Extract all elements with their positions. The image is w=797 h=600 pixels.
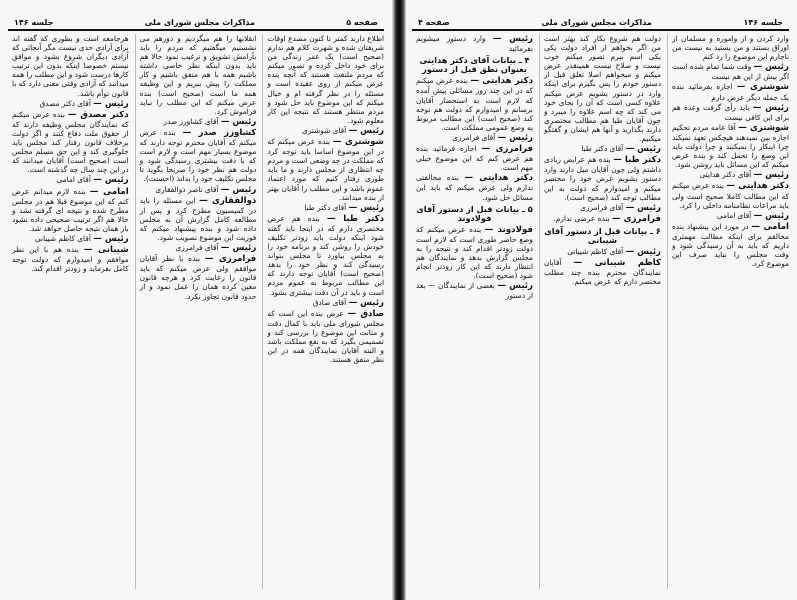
speech-paragraph	[672, 181, 789, 209]
speech-paragraph	[544, 155, 661, 201]
speech-paragraph	[416, 133, 533, 143]
speaker-name: امامی —	[751, 221, 789, 232]
speaker-name: کشاورز صدر —	[182, 127, 257, 138]
speech-paragraph	[267, 34, 384, 125]
speech-text: آقای کاظم شیبانی	[34, 233, 91, 243]
speech-text: آقای صادق	[312, 297, 347, 307]
speech-text: بنده عرض میکنم که وضع حاضر طوری است که لازم است دولت زودتر اقدام کند و نتیجه را به مجلس گزارش بدهد و نمایندگان هم انتظار دارند که این کار زودتر انجام شود (صحیح است).	[416, 224, 533, 281]
speech-paragraph	[140, 34, 257, 116]
speech-text: آقای امامی	[56, 175, 91, 185]
speech-text: وارد دستور میشویم بفرمائید	[416, 34, 533, 54]
speech-text: آقای کشاورز صدر	[163, 116, 219, 126]
speech-text: آقای فرامرزی	[452, 132, 496, 142]
speech-paragraph	[544, 144, 661, 154]
text-columns	[8, 34, 384, 589]
speech-paragraph	[267, 298, 384, 308]
speech-text: بنده عرض میکنم که این مطالب کاملا صحیح است ولی باید مراعات نظامنامه داخلی را کرد.	[672, 181, 789, 210]
speaker-name: کاظم شیبانی —	[573, 258, 661, 269]
speech-paragraph	[672, 211, 789, 221]
speaker-name: شیبانی —	[83, 245, 129, 256]
speaker-name: رئیس —	[348, 202, 384, 213]
speaker-name: دکتر مصدق —	[68, 109, 129, 120]
speech-paragraph	[12, 99, 129, 109]
page-header	[8, 18, 384, 31]
speaker-name: رئیس —	[753, 210, 789, 221]
speaker-name: رئیس —	[93, 233, 129, 244]
section-heading: ۶ ـ بیانات قبل از دستور آقای شیبانی	[544, 225, 661, 245]
speaker-name: ذوالفقاری —	[199, 195, 257, 206]
speech-paragraph	[672, 82, 789, 101]
speech-text: بنده هم عرض مختصری دارم که در اینجا باید گفته شود اینکه دولت باید زودتر تکلیف خودش را روشن کند و برنامه خود را به مجلس بیاورد تا مجلس بتواند رسیدگی کند و نظر خود را بدهد (صحیح است) آقایان توجه دارند که این مطالب مربوط به عموم مردم است و باید در آن دقت بیشتری بشود.	[267, 213, 384, 297]
speaker-name: رئیس —	[220, 116, 257, 127]
speaker-name: رئیس —	[492, 34, 533, 44]
speech-text: آقای کاظم شیبانی	[567, 247, 624, 257]
speech-text: بعضی از نمایندگان — بعد از دستور	[416, 281, 533, 301]
speech-paragraph	[544, 258, 661, 286]
speaker-name: امامی —	[89, 186, 129, 197]
speech-text: بنده عرض میکنم که آقایان محترم توجه دارند که موضوع بسیار مهم است و لازم است که با دقت بیشتری رسیدگی شود و دولت هم نظر خود را صریحا بگوید تا مجلس تکلیف خود را بداند (احسنت).	[139, 127, 257, 184]
speech-paragraph	[672, 62, 789, 81]
page-header	[412, 18, 789, 31]
speech-paragraph	[140, 128, 257, 184]
page-number: صفحه ۵	[346, 18, 378, 27]
text-column	[262, 34, 384, 589]
speech-paragraph	[544, 34, 661, 143]
speaker-name: دکتر هدایتی —	[726, 181, 789, 192]
speech-text: انقلابها را هم میگردیم و دورهم می نشستیم میگفتیم که مردم را باید بآرامش تشویق و ترغیب نمود حالا هم باید بدون اینکه نظر خاصی داشته باشیم همه با هم متفق باشیم و کار مملکت را پیش ببریم و این وظیفه همه ما است (صحیح است) بنده عرض میکنم که این مطلب را نباید فراموش کرد.	[139, 34, 257, 116]
speech-text: اطلاع دارند کمتر تا کنون مصدع اوقات شریفتان شده و شهرت کلام هم ندارم (صحیح است) یک عمر زندگی من برای خود داخل کرده و تصور میکنم که مردم ملتفت هستند که آنچه بنده عرض میکنم از روی عقیده است و مسئله را در نظر گرفته ام و خیال میکنم که این موضوع باید حل شود و مردم منتظر هستند که نتیجه این کار معلوم شود.	[267, 34, 384, 125]
speech-text: اجازه بفرمائید بنده یک جمله دیگر عرض دارم	[672, 82, 789, 102]
speech-text: آقای دکتر مصدق	[39, 98, 91, 108]
speech-paragraph	[416, 281, 533, 300]
speech-paragraph	[544, 203, 661, 213]
speech-text: بنده با نظر آقایان موافقم ولی عرض میکنم که باید قانون را رعایت کرد و هرچه قانون معین کرده همان را عمل نمود و از حدود قانون تجاوز نکرد.	[139, 254, 257, 301]
speech-text: بنده مخالفتی ندارم ولی عرض میکنم که باید این مسائل حل شود.	[416, 173, 533, 202]
speech-paragraph	[416, 173, 533, 201]
speech-paragraph	[12, 110, 129, 175]
running-title: مذاکرات مجلس شورای ملی	[541, 18, 652, 27]
speech-text: بنده هم عرایض زیادی داشتم ولی چون آقایان میل دارند وارد دستور بشویم عرض خود را مختصر میکنم و امیدوارم که دولت به این مطالب توجه کند (صحیح است).	[544, 155, 661, 202]
text-column	[412, 34, 533, 589]
speech-paragraph	[267, 309, 384, 365]
speech-text: این مسئله را باید در کمیسیون مطرح کرد و پس از مطالعه کامل گزارش آن به مجلس داده شود و بنده پیشنهاد میکنم که فوریت این موضوع تصویب شود.	[139, 195, 257, 242]
speech-text: وقت شما تمام شده است اگر بیش از این هم نیست	[672, 62, 789, 82]
speaker-name: فرامرزی —	[612, 213, 661, 224]
speaker-name: فرامرزی —	[204, 254, 257, 265]
text-column	[135, 34, 257, 589]
text-column	[539, 34, 661, 589]
speech-text: بنده لازم میدانم عرض کنم که این موضوع قبلا هم در مجلس مطرح شده و نتیجه ای گرفته نشد و حالا هم اگر ترتیب صحیحی داده نشود باز همان نتیجه حاصل خواهد شد.	[11, 186, 129, 233]
speech-paragraph	[416, 144, 533, 172]
speaker-name: رئیس —	[348, 125, 384, 136]
speech-text: بنده عرض میکنم که در این چند روز مسائلی پیش آمده که لازم است به استحضار آقایان برسانم و امیدوارم که دولت هم توجه کند (صحیح است) این مطالب مربوط به وضع عمومی مملکت است.	[416, 76, 533, 132]
speaker-name: رئیس —	[93, 175, 129, 186]
speech-text: آقای دکتر طبا	[304, 202, 347, 212]
speech-text: وارد کردن و از واموره و مسلمان از اوراق بستند و من یستید به نیست من ناچارم این موضوع را رد کنم	[672, 34, 789, 62]
speaker-name: رئیس —	[348, 297, 384, 308]
speech-text: آقای فرامرزی	[580, 202, 624, 212]
speech-paragraph	[267, 203, 384, 213]
speaker-name: رئیس —	[497, 132, 533, 143]
text-column	[667, 34, 789, 589]
speaker-name: رئیس —	[625, 202, 661, 213]
speech-paragraph	[12, 234, 129, 244]
speech-text: بنده هم با این نظر موافقم و امیدوارم که دولت توجه کامل بفرماید و زودتر اقدام کند.	[11, 245, 129, 274]
speech-paragraph	[544, 214, 661, 224]
speech-paragraph	[12, 245, 129, 273]
speaker-name: دکتر طبا —	[326, 213, 384, 224]
speech-text: آقای امامی	[716, 210, 752, 220]
text-columns	[412, 34, 789, 589]
speech-paragraph	[267, 214, 384, 297]
speech-paragraph	[416, 34, 533, 53]
speech-paragraph	[140, 117, 257, 127]
speech-text: آقا عامه مردم تحکیم اجازه بین نمیدهند هیچکس تعهد نمیکند چرا اینکار را نمیکنند و چرا دولت باید این وضع را تحمل کند و بنده عرض میکنم که این مسائل باید روشن شود.	[672, 122, 789, 170]
book-binding-gutter	[392, 0, 406, 600]
speech-text: آقای شوشتری	[301, 125, 347, 135]
speech-paragraph	[672, 123, 789, 169]
speaker-name: دکتر هدایتی —	[464, 173, 533, 184]
speaker-name: رئیس —	[93, 98, 129, 109]
speech-paragraph	[267, 126, 384, 136]
speaker-name: رئیس —	[753, 170, 789, 181]
speech-text: دولت هم شروع بکار کند بهتر است من اگر بخواهم از افراد دولت یکی یکی اسم ببرم تصور میکنم خوب نیست و صلاح نیست همینقدر عرض میکنم و میخواهم اصلا تعلق قبل از دستور خودم را پس بگیرم برای اینکه وارد در دستور بشویم عرض میکنم علاوه کسی است که آن را بجای خود می کند که چه اسم علاوه را میبرد و چون آقایان طبا هم مطالب مختصری دارند بگذارید و آنها هم ایشان و گفتگو میکنیم.	[544, 34, 661, 144]
speech-text: آقای دکتر هدایتی	[699, 170, 752, 180]
speech-paragraph	[12, 175, 129, 185]
speech-paragraph	[544, 247, 661, 257]
left-page	[0, 0, 398, 600]
speech-paragraph	[672, 170, 789, 180]
session-number: جلسه ۱۴۶	[14, 18, 54, 27]
speaker-name: رئیس —	[497, 281, 533, 292]
speech-text: آقای دکتر طبا	[581, 144, 624, 154]
speech-text: باید رأی گرفت وعده هم برای این کافی نیست	[672, 102, 789, 122]
speaker-name: فولادوند —	[484, 224, 533, 235]
speaker-name: رئیس —	[220, 184, 257, 195]
speech-text: در مورد این پیشنهاد بنده مخالفم برای اینکه مطالب مهمتری داریم که باید به آن رسیدگی شود و وقت مجلس را نباید صرف این موضوع کرد.	[672, 221, 789, 269]
speech-text: هرجامعه است و بطوری که گفته اند برای آزادی حدی نیست مگر آنجائی که آزادی دیگران شروع بشود و موافق نیستم خصوصا اینکه بدون این ترتیب کارها درست شود و این مطلب را همه میدانند که آزادی وقتی معنی دارد که با قانون توأم باشد.	[11, 34, 129, 98]
speech-paragraph	[140, 254, 257, 300]
page-number: صفحه ۴	[418, 18, 450, 27]
speech-paragraph	[140, 196, 257, 242]
speaker-name: رئیس —	[752, 102, 789, 113]
speech-text: اجازه فرمائید بنده هم عرض کنم که این موضوع خیلی مهم است.	[416, 144, 533, 173]
speech-paragraph	[12, 34, 129, 98]
speech-text: آقای ناصر ذوالفقاری	[155, 184, 219, 194]
speech-text: بنده عرض میکنم که نمایندگان مجلس وظیفه دارند که از حقوق ملت دفاع کنند و اگر دولت برخلاف قانون رفتار کند مجلس باید جلوگیری کند و این حق مسلم مجلس است (صحیح است) آقایان میدانند که در این چند سال چه گذشته است.	[11, 109, 129, 175]
right-page	[398, 0, 797, 600]
section-heading: ۴ ـ بیانات آقای دکتر هدایتی بعنوان نطق قبل از دستور	[419, 55, 530, 75]
speaker-name: دکتر طبا —	[613, 155, 661, 166]
speaker-name: رئیس —	[753, 62, 789, 73]
speech-paragraph	[416, 76, 533, 132]
text-column	[8, 34, 129, 589]
speaker-name: شوشتری —	[736, 82, 789, 93]
speech-text: آقای فرامرزی	[175, 243, 219, 253]
speaker-name: دکتر هدایتی —	[470, 76, 533, 87]
speech-paragraph	[672, 222, 789, 268]
speaker-name: رئیس —	[625, 247, 661, 258]
speaker-name: فرامرزی —	[481, 144, 533, 155]
section-heading: ۵ ـ بیانات قبل از دستور آقای فولادوند	[416, 203, 533, 223]
session-number: جلسه ۱۴۶	[743, 18, 783, 27]
speech-paragraph	[267, 137, 384, 202]
speech-paragraph	[140, 185, 257, 195]
speech-text: عرض بنده این است که مجلس شورای ملی باید با کمال دقت و متانت این موضوع را بررسی کند و تصمیمی بگیرد که به نفع مملکت باشد و البته آقایان نمایندگان همه در این نظر متفق هستند.	[267, 308, 384, 365]
speech-text: بنده عرض میکنم که در این موضوع اساسا باید توجه کرد که مملکت در چه وضعی است و مردم چه انتظاری از مجلس دارند و ما باید طوری رفتار کنیم که مورد اعتماد عموم باشد و این مطلب را آقایان بهتر از بنده میدانند.	[267, 137, 384, 202]
speech-paragraph	[140, 243, 257, 253]
speaker-name: شوشتری —	[332, 137, 384, 148]
speech-paragraph	[672, 103, 789, 122]
speaker-name: شوشتری —	[738, 122, 789, 133]
speaker-name: رئیس —	[220, 243, 257, 254]
speech-text: بنده عرضی ندارم.	[553, 213, 610, 223]
running-title: مذاکرات مجلس شورای ملی	[144, 18, 255, 27]
speech-text: آقایان نمایندگان محترم بنده چند مطلب مختصر دارم که عرض میکنم.	[544, 258, 661, 287]
speech-paragraph	[416, 225, 533, 281]
speaker-name: صادق —	[347, 308, 384, 319]
speech-paragraph	[672, 34, 789, 61]
speech-paragraph	[12, 187, 129, 233]
speaker-name: رئیس —	[625, 144, 661, 155]
